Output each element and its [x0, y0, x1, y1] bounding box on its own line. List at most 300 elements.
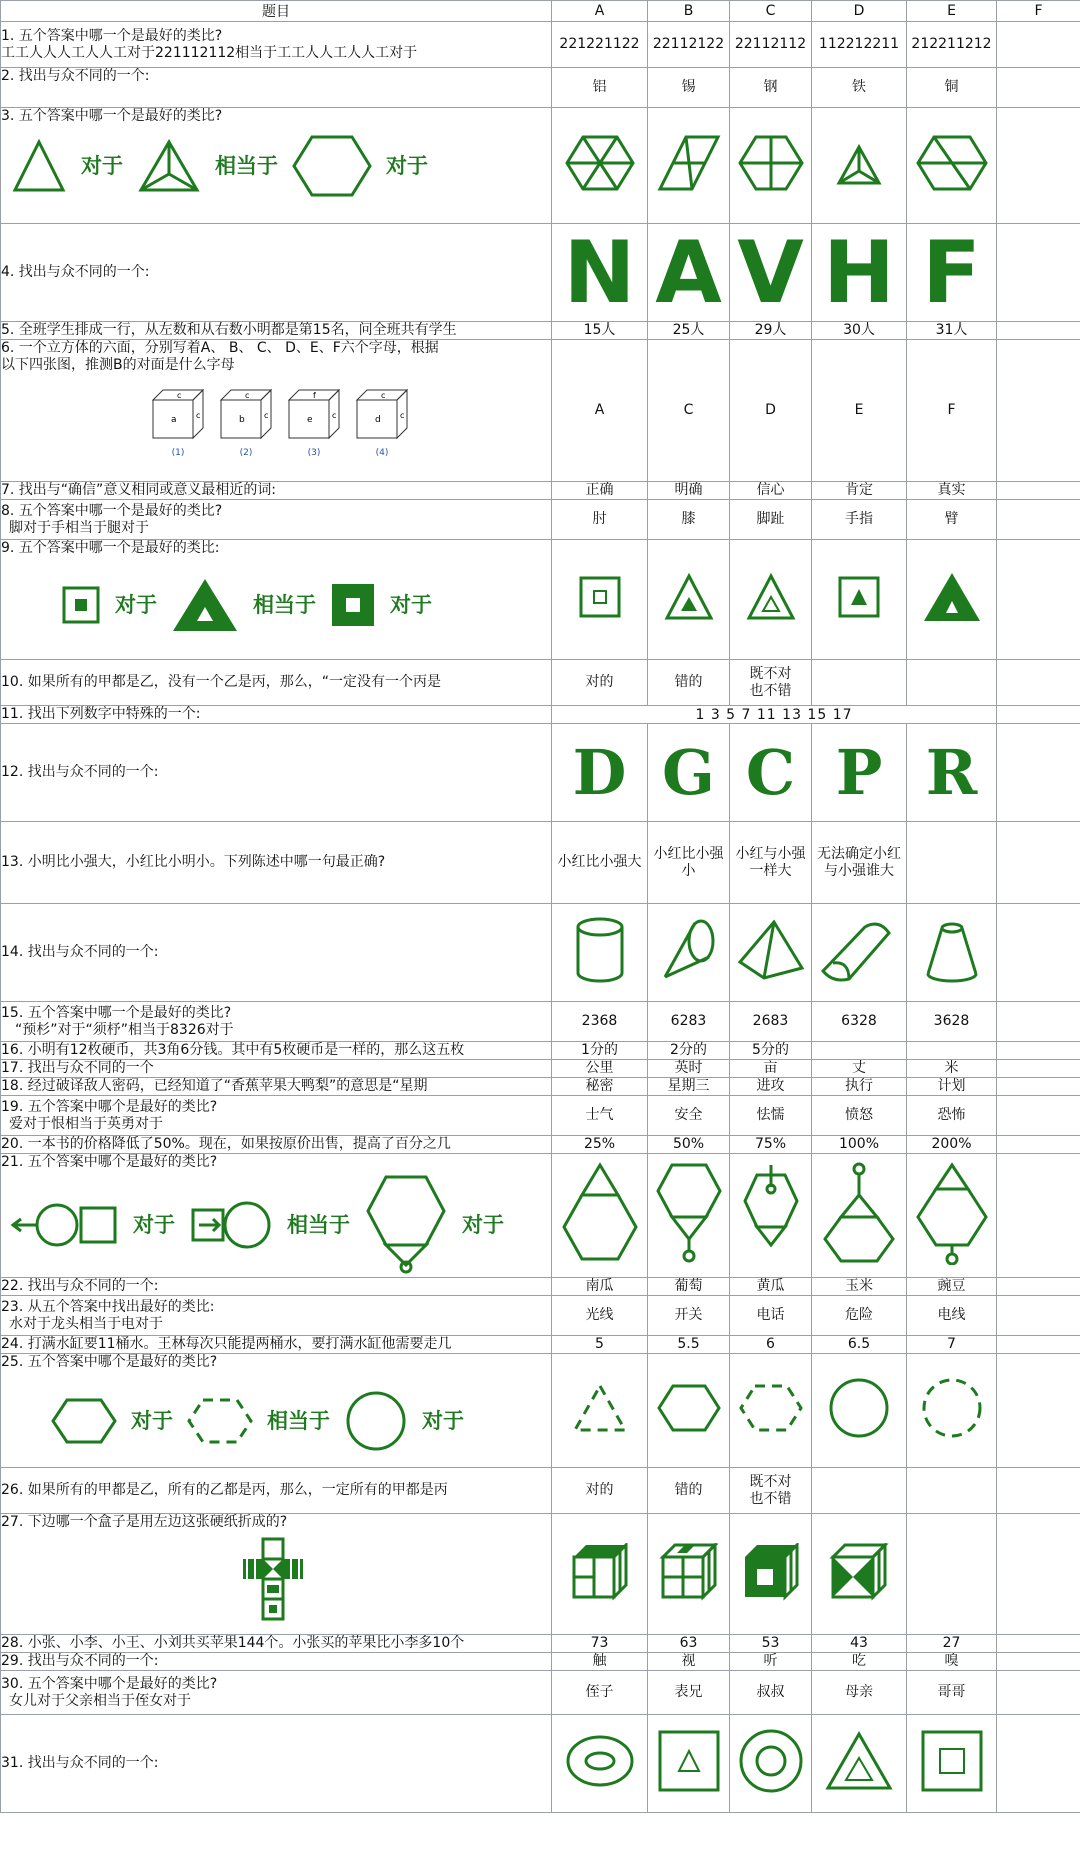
label-xiangdangyu: 相当于 [215, 153, 278, 178]
triangle-hexagon-shape [560, 1161, 640, 1265]
q27-line1: 27. 下边哪一个盒子是用左边这张硬纸折成的? [1, 1514, 288, 1530]
question-text: 7. 找出与“确信”意义相同或意义最相近的词: [1, 482, 552, 500]
answer-f-empty [997, 1468, 1080, 1514]
question-row-12 [1, 724, 1080, 822]
box-d-shape [829, 1543, 889, 1601]
question-text: 16. 小明有12枚硬币，共3角6分钱。其中有5枚硬币是一样的，那么这五枚 [1, 1042, 552, 1060]
answer-a: 铝 [552, 68, 648, 108]
label-xiangdangyu: 相当于 [267, 1408, 330, 1433]
triangle-with-spokes-shape [137, 138, 201, 194]
cube-figure [287, 388, 341, 440]
q9-figure [1, 577, 551, 633]
q15-line2: “预杉”对于“须杼”相当于8326对于 [15, 1021, 234, 1038]
answer-a [552, 224, 648, 322]
cube-figure [151, 388, 205, 440]
answer-f-empty [997, 706, 1080, 724]
hexagon-triangle-circle-shape [364, 1173, 448, 1277]
answer-a: 小红比小强大 [552, 822, 648, 904]
question-text: 2. 找出与众不同的一个: [1, 68, 552, 108]
question-text: 5. 全班学生排成一行，从左数和从右数小明都是第15名，问全班共有学生 [1, 322, 552, 340]
cube-2 [219, 388, 273, 462]
header-col-e: E [907, 1, 997, 22]
answer-c: 进攻 [730, 1078, 812, 1096]
question-text [1, 22, 552, 68]
square-in-square-shape [920, 1729, 984, 1793]
answer-e: 212211212 [907, 22, 997, 68]
answer-b: 2分的 [648, 1042, 730, 1060]
square-filled-triangle-shape [837, 575, 881, 619]
question-row-11 [1, 706, 1080, 724]
answer-a: 对的 [552, 1468, 648, 1514]
question-text [1, 1296, 552, 1336]
answer-c [730, 904, 812, 1002]
answer-a: 1分的 [552, 1042, 648, 1060]
cube-face-front: e [307, 415, 313, 425]
letter-v: V [737, 223, 804, 322]
answer-b [648, 724, 730, 822]
answer-d: 无法确定小红与小强谁大 [812, 822, 907, 904]
answer-f-empty [997, 108, 1080, 224]
q6-line2: 以下四张图，推测B的对面是什么字母 [1, 357, 235, 373]
label-xiangdangyu: 相当于 [287, 1212, 350, 1237]
answer-f-empty [997, 724, 1080, 822]
answer-e [907, 108, 997, 224]
answer-f-empty [997, 660, 1080, 706]
question-row-13 [1, 822, 1080, 904]
question-text: 14. 找出与众不同的一个: [1, 904, 552, 1002]
answer-b: 明确 [648, 482, 730, 500]
answer-b: 膝 [648, 500, 730, 540]
q8-line2: 脚对于手相当于腿对于 [9, 519, 149, 536]
hexagon-six-triangles-shape [565, 133, 635, 193]
answer-c: D [730, 340, 812, 482]
answer-d: 丈 [812, 1060, 907, 1078]
answer-f-empty [997, 540, 1080, 660]
answer-b: 6283 [648, 1002, 730, 1042]
cube-face-front: a [171, 415, 177, 425]
answer-d: 愤怒 [812, 1096, 907, 1136]
cube-face-top: c [381, 391, 386, 400]
dashed-hexagon-shape [187, 1396, 253, 1446]
answer-e: 电线 [907, 1296, 997, 1336]
answer-f-empty [997, 1715, 1080, 1813]
answer-c [730, 724, 812, 822]
frustum-shape [922, 916, 982, 984]
answer-e [907, 904, 997, 1002]
answer-a [552, 1354, 648, 1468]
answer-a: 2368 [552, 1002, 648, 1042]
answer-f [997, 1042, 1080, 1060]
answer-f [997, 68, 1080, 108]
letter-c: C [745, 735, 796, 809]
answer-b: 63 [648, 1635, 730, 1653]
question-row-17 [1, 1060, 1080, 1078]
cube-face-side: c [400, 411, 405, 420]
answer-c [730, 224, 812, 322]
question-text [1, 108, 552, 224]
answer-b: 25人 [648, 322, 730, 340]
answer-a [552, 540, 648, 660]
answer-d-empty [812, 660, 907, 706]
q23-line1: 23. 从五个答案中找出最好的类比: [1, 1298, 215, 1315]
header-col-b: B [648, 1, 730, 22]
hexagon-lines-shape [916, 133, 988, 193]
answer-c [730, 1154, 812, 1278]
cube-number: (1) [171, 448, 185, 458]
answer-a: 触 [552, 1653, 648, 1671]
label-duiyu: 对于 [133, 1212, 175, 1237]
question-text: 29. 找出与众不同的一个: [1, 1653, 552, 1671]
answer-c: 亩 [730, 1060, 812, 1078]
answer-c [730, 1514, 812, 1635]
question-row-7 [1, 482, 1080, 500]
answer-d: 铁 [812, 68, 907, 108]
answer-f-empty [997, 224, 1080, 322]
q3-line1: 3. 五个答案中哪一个是最好的类比? [1, 108, 223, 124]
question-text: 13. 小明比小强大，小红比小明小。下列陈述中哪一句最正确? [1, 822, 552, 904]
hexagon-cross-shape [738, 133, 804, 193]
answer-d [812, 1514, 907, 1635]
q30-line2: 女儿对于父亲相当于侄女对于 [9, 1692, 191, 1709]
question-text [1, 1514, 552, 1635]
q8-line1: 8. 五个答案中哪一个是最好的类比? [1, 502, 223, 519]
q27-net-figure [1, 1537, 551, 1634]
answer-e-empty [907, 1468, 997, 1514]
question-text [1, 540, 552, 660]
letter-r: R [925, 735, 978, 809]
question-row-8 [1, 500, 1080, 540]
answer-e: 铜 [907, 68, 997, 108]
small-triangle-spokes-shape [829, 133, 889, 193]
answer-a [552, 1514, 648, 1635]
question-row-19 [1, 1096, 1080, 1136]
q3-figure [1, 133, 551, 199]
ellipse-in-ellipse-shape [564, 1733, 636, 1789]
answer-a: 正确 [552, 482, 648, 500]
question-text: 11. 找出下列数字中特殊的一个: [1, 706, 552, 724]
answer-b: C [648, 340, 730, 482]
answer-a [552, 1715, 648, 1813]
question-text [1, 340, 552, 482]
answer-d [812, 1354, 907, 1468]
cube-face-front: d [375, 415, 381, 425]
answer-b: 开关 [648, 1296, 730, 1336]
label-duiyu: 对于 [422, 1408, 464, 1433]
square-small-square-shape [578, 575, 622, 619]
question-row-30 [1, 1671, 1080, 1715]
answer-d: 30人 [812, 322, 907, 340]
filled-triangle-shape [171, 577, 239, 633]
answer-c [730, 660, 812, 706]
answer-f [997, 1278, 1080, 1296]
label-duiyu: 对于 [462, 1212, 504, 1237]
q6-cubes [1, 388, 551, 462]
answer-c [730, 1468, 812, 1514]
triangle-in-triangle-shape [824, 1730, 894, 1792]
q30-line1: 30. 五个答案中哪个是最好的类比? [1, 1675, 218, 1692]
answer-b [648, 1154, 730, 1278]
circle-shape [827, 1376, 891, 1440]
answer-c: 听 [730, 1653, 812, 1671]
question-text [1, 1354, 552, 1468]
answer-c: 22112112 [730, 22, 812, 68]
answer-a: 公里 [552, 1060, 648, 1078]
cube-4 [355, 388, 409, 462]
answer-a [552, 108, 648, 224]
letter-f: F [922, 223, 981, 322]
square-with-triangle-shape [657, 1729, 721, 1793]
answer-d: 肯定 [812, 482, 907, 500]
answer-e: 200% [907, 1136, 997, 1154]
answer-b: 50% [648, 1136, 730, 1154]
question-row-2 [1, 68, 1080, 108]
cube-3 [287, 388, 341, 462]
question-text: 28. 小张、小李、小王、小刘共买苹果144个。小张买的苹果比小李多10个 [1, 1635, 552, 1653]
answer-c: 脚趾 [730, 500, 812, 540]
box-a-shape [570, 1543, 630, 1601]
answer-b: 星期三 [648, 1078, 730, 1096]
answer-a: 秘密 [552, 1078, 648, 1096]
cube-figure [219, 388, 273, 440]
question-row-9 [1, 540, 1080, 660]
answer-b: 小红比小强小 [648, 822, 730, 904]
question-row-23 [1, 1296, 1080, 1336]
label-duiyu: 对于 [386, 153, 428, 178]
hexagon-shape [292, 133, 372, 199]
question-row-21 [1, 1154, 1080, 1278]
question-text: 12. 找出与众不同的一个: [1, 724, 552, 822]
answer-b: 表兄 [648, 1671, 730, 1715]
cube-net-shape [239, 1537, 311, 1629]
answer-c: 信心 [730, 482, 812, 500]
answer-f [997, 1671, 1080, 1715]
answer-d [812, 108, 907, 224]
answer-e [907, 224, 997, 322]
answer-f [997, 322, 1080, 340]
label-duiyu: 对于 [131, 1408, 173, 1433]
half-cylinder-shape [819, 917, 899, 983]
letter-g: G [662, 735, 715, 809]
letter-h: H [823, 223, 895, 322]
answer-b: 葡萄 [648, 1278, 730, 1296]
answer-e: 恐怖 [907, 1096, 997, 1136]
answer-f [997, 500, 1080, 540]
answer-f [997, 22, 1080, 68]
cube-face-top: c [177, 391, 182, 400]
question-text: 24. 打满水缸要11桶水。王林每次只能提两桶水，要打满水缸他需要走几 [1, 1336, 552, 1354]
answer-a: 对的 [552, 660, 648, 706]
header-row [1, 1, 1080, 22]
square-with-square-shape [61, 585, 101, 625]
answer-e-empty [907, 1514, 997, 1635]
answer-c: 钢 [730, 68, 812, 108]
answer-b: 安全 [648, 1096, 730, 1136]
cube-face-top: c [245, 391, 250, 400]
question-row-29 [1, 1653, 1080, 1671]
answer-c: 75% [730, 1136, 812, 1154]
cube-face-front: b [239, 415, 245, 425]
question-row-6 [1, 340, 1080, 482]
answer-f-empty [997, 904, 1080, 1002]
q19-line1: 19. 五个答案中哪个是最好的类比? [1, 1098, 218, 1115]
answer-e: 3628 [907, 1002, 997, 1042]
answer-f [997, 1653, 1080, 1671]
question-row-26 [1, 1468, 1080, 1514]
letter-d: D [572, 735, 627, 809]
answer-e-empty [907, 660, 997, 706]
answer-b [648, 904, 730, 1002]
answer-a: 光线 [552, 1296, 648, 1336]
answer-e: 真实 [907, 482, 997, 500]
answer-a: A [552, 340, 648, 482]
answer-f [997, 1002, 1080, 1042]
cube-number: (3) [307, 448, 321, 458]
square-arrow-circle-shape [189, 1198, 273, 1252]
cube-face-side: c [332, 411, 337, 420]
dashed-hexagon-shape [739, 1382, 803, 1434]
header-col-d: D [812, 1, 907, 22]
cube-figure [355, 388, 409, 440]
question-text: 4. 找出与众不同的一个: [1, 224, 552, 322]
answer-d [812, 1154, 907, 1278]
answer-f-empty [997, 1154, 1080, 1278]
question-row-3 [1, 108, 1080, 224]
answer-e [907, 724, 997, 822]
triangle-hexagon-circle-shape [912, 1161, 992, 1265]
answer-e-empty [907, 822, 997, 904]
answer-f-empty [997, 1354, 1080, 1468]
label-duiyu: 对于 [115, 592, 157, 617]
q1-line2: 工工人人人工人人工对于221112112相当于工工人人工人人工对于 [1, 44, 418, 61]
q15-line1: 15. 五个答案中哪一个是最好的类比? [1, 1004, 232, 1021]
q9-line1: 9. 五个答案中哪一个是最好的类比: [1, 540, 220, 556]
answer-f-empty [997, 1514, 1080, 1635]
answer-c-line1: 既不对 [749, 665, 792, 682]
question-text: 22. 找出与众不同的一个: [1, 1278, 552, 1296]
answer-d: 母亲 [812, 1671, 907, 1715]
answer-e: 米 [907, 1060, 997, 1078]
answer-e: F [907, 340, 997, 482]
answer-d: 112212211 [812, 22, 907, 68]
number-sequence: 1 3 5 7 11 13 15 17 [552, 706, 997, 724]
answer-e: 27 [907, 1635, 997, 1653]
filled-square-shape [330, 582, 376, 628]
cylinder-shape [572, 915, 628, 985]
answer-a: 肘 [552, 500, 648, 540]
answer-d: 吃 [812, 1653, 907, 1671]
answer-d [812, 224, 907, 322]
question-text: 31. 找出与众不同的一个: [1, 1715, 552, 1813]
question-row-28 [1, 1635, 1080, 1653]
answer-f [997, 1136, 1080, 1154]
question-row-15 [1, 1002, 1080, 1042]
parallelogram-shape [656, 133, 722, 193]
header-col-f: F [997, 1, 1080, 22]
answer-a [552, 1154, 648, 1278]
q25-line1: 25. 五个答案中哪个是最好的类比? [1, 1354, 218, 1370]
answer-c: 2683 [730, 1002, 812, 1042]
letter-a: A [655, 223, 722, 322]
answer-b [648, 108, 730, 224]
filled-triangle-hollow-shape [922, 571, 982, 623]
answer-c: 小红与小强一样大 [730, 822, 812, 904]
answer-f [997, 340, 1080, 482]
answer-e: 7 [907, 1336, 997, 1354]
answer-a: 南瓜 [552, 1278, 648, 1296]
answer-e [907, 540, 997, 660]
question-row-18 [1, 1078, 1080, 1096]
question-row-14 [1, 904, 1080, 1002]
answer-d: 100% [812, 1136, 907, 1154]
answer-e: 计划 [907, 1078, 997, 1096]
q21-figure [1, 1173, 551, 1277]
answer-f [997, 1336, 1080, 1354]
dashed-triangle-shape [571, 1382, 629, 1434]
question-text [1, 1096, 552, 1136]
answer-e: 臂 [907, 500, 997, 540]
answer-f [997, 1060, 1080, 1078]
question-row-5 [1, 322, 1080, 340]
answer-a: 侄子 [552, 1671, 648, 1715]
answer-d: 玉米 [812, 1278, 907, 1296]
answer-d [812, 1715, 907, 1813]
answer-c: 叔叔 [730, 1671, 812, 1715]
answer-d [812, 904, 907, 1002]
header-col-c: C [730, 1, 812, 22]
cube-face-top: f [313, 391, 316, 400]
answer-f [997, 1296, 1080, 1336]
answer-b: 错的 [648, 1468, 730, 1514]
answer-c [730, 540, 812, 660]
answer-c-line1: 既不对 [749, 1473, 792, 1490]
question-row-1 [1, 22, 1080, 68]
cube-number: (4) [375, 448, 389, 458]
answer-d: 危险 [812, 1296, 907, 1336]
question-row-16 [1, 1042, 1080, 1060]
q25-figure [1, 1389, 551, 1453]
pyramid-shape [736, 918, 806, 982]
pendulum-hexagon-triangle-shape [741, 1161, 801, 1265]
arrow-circle-square-shape [9, 1200, 119, 1250]
answer-f [997, 1078, 1080, 1096]
answer-d [812, 1042, 907, 1060]
answer-c: 29人 [730, 322, 812, 340]
answer-e [907, 1354, 997, 1468]
hexagon-triangle-pendulum-shape [654, 1161, 724, 1265]
answer-d: 6.5 [812, 1336, 907, 1354]
answer-c: 6 [730, 1336, 812, 1354]
question-row-20 [1, 1136, 1080, 1154]
answer-f [997, 1635, 1080, 1653]
cone-sideways-shape [657, 915, 721, 985]
question-text [1, 500, 552, 540]
circle-line-triangle-hexagon-shape [819, 1161, 899, 1265]
circle-shape [344, 1389, 408, 1453]
cube-1 [151, 388, 205, 462]
answer-d [812, 724, 907, 822]
answer-a: 15人 [552, 322, 648, 340]
q1-line1: 1. 五个答案中哪一个是最好的类比? [1, 27, 223, 44]
label-duiyu: 对于 [81, 153, 123, 178]
answer-a: 5 [552, 1336, 648, 1354]
answer-a: 25% [552, 1136, 648, 1154]
answer-b: 5.5 [648, 1336, 730, 1354]
question-row-31 [1, 1715, 1080, 1813]
answer-a: 221221122 [552, 22, 648, 68]
question-text [1, 1671, 552, 1715]
dashed-circle-shape [920, 1376, 984, 1440]
answer-c-line2: 也不错 [749, 1490, 792, 1507]
